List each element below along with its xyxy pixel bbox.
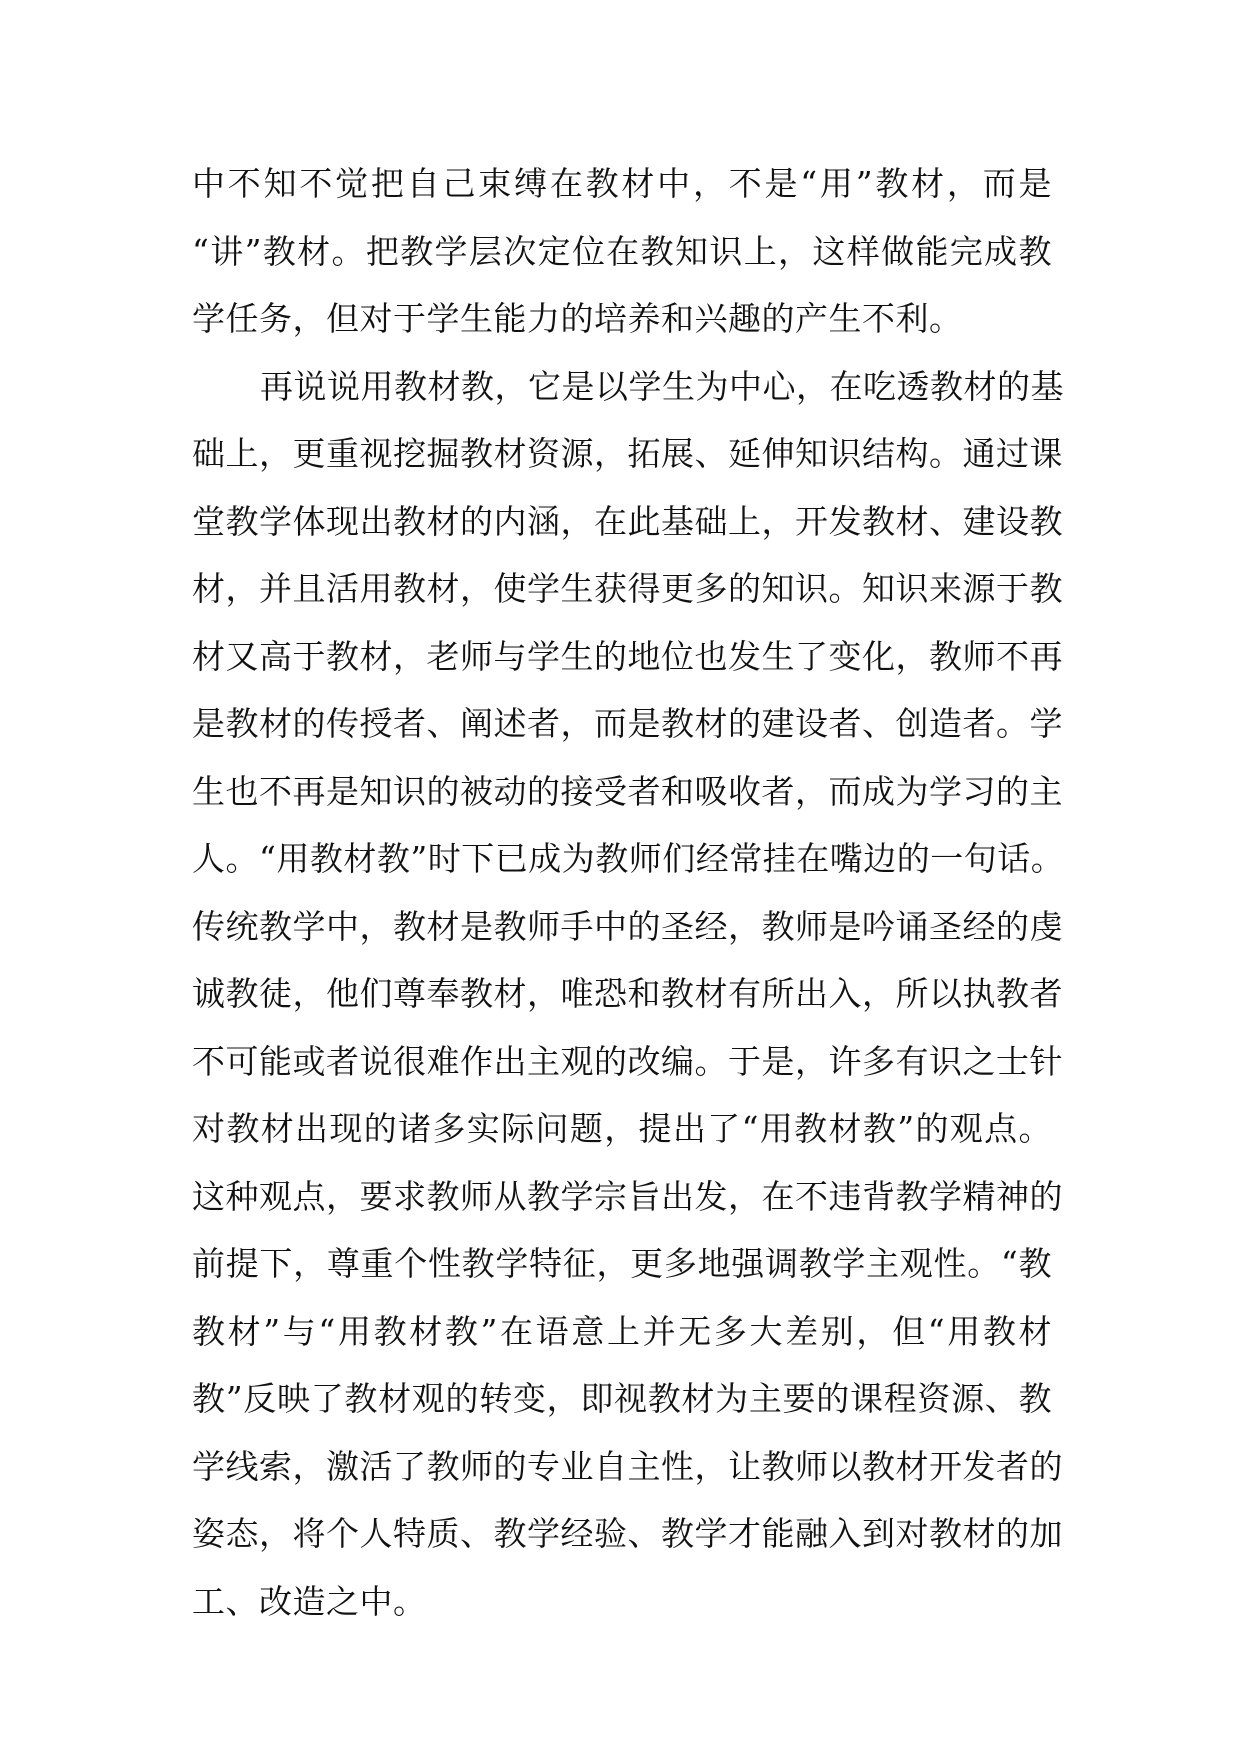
- text-line: 堂教学体现出教材的内涵，在此基础上，开发教材、建设教: [192, 501, 1063, 541]
- text-line: 诚教徒，他们尊奉教材，唯恐和教材有所出入，所以执教者: [192, 974, 1063, 1013]
- text-line: 生也不再是知识的被动的接受者和吸收者，而成为学习的主: [192, 771, 1063, 811]
- text-line: 教”反映了教材观的转变，即视教材为主要的课程资源、教: [192, 1379, 1052, 1418]
- text-line: 教材”与“用教材教”在语意上并无多大差别，但“用教材: [192, 1311, 1052, 1351]
- text-line: 中不知不觉把自己束缚在教材中，不是“用”教材，而是: [192, 164, 1052, 203]
- text-line: 学线索，激活了教师的专业自主性，让教师以教材开发者的: [192, 1446, 1063, 1486]
- text-line: 前提下，尊重个性教学特征，更多地强调教学主观性。“教: [192, 1244, 1052, 1283]
- text-line: 材又高于教材，老师与学生的地位也发生了变化，教师不再: [192, 636, 1063, 676]
- text-line: “讲”教材。把教学层次定位在教知识上，这样做能完成教: [192, 231, 1052, 271]
- paragraph-first-line: 再说说用教材教，它是以学生为中心，在吃透教材的基: [260, 366, 1064, 406]
- text-line: 传统教学中，教材是教师手中的圣经，教师是吟诵圣经的虔: [192, 906, 1063, 946]
- text-line: 人。“用教材教”时下已成为教师们经常挂在嘴边的一句话。: [192, 839, 1065, 878]
- text-line: 是教材的传授者、阐述者，而是教材的建设者、创造者。学: [192, 704, 1063, 743]
- text-line: 这种观点，要求教师从教学宗旨出发，在不违背教学精神的: [192, 1176, 1063, 1216]
- text-line: 姿态，将个人特质、教学经验、教学才能融入到对教材的加: [192, 1514, 1063, 1553]
- text-line: 不可能或者说很难作出主观的改编。于是，许多有识之士针: [192, 1041, 1063, 1081]
- text-line: 对教材出现的诸多实际问题，提出了“用教材教”的观点。: [192, 1109, 1052, 1148]
- body-text: [192, 150, 1065, 1635]
- text-line: 学任务，但对于学生能力的培养和兴趣的产生不利。: [192, 299, 963, 338]
- text-line: 工、改造之中。: [192, 1581, 427, 1621]
- text-line: 材，并且活用教材，使学生获得更多的知识。知识来源于教: [192, 569, 1063, 608]
- text-line: 础上，更重视挖掘教材资源，拓展、延伸知识结构。通过课: [192, 434, 1063, 473]
